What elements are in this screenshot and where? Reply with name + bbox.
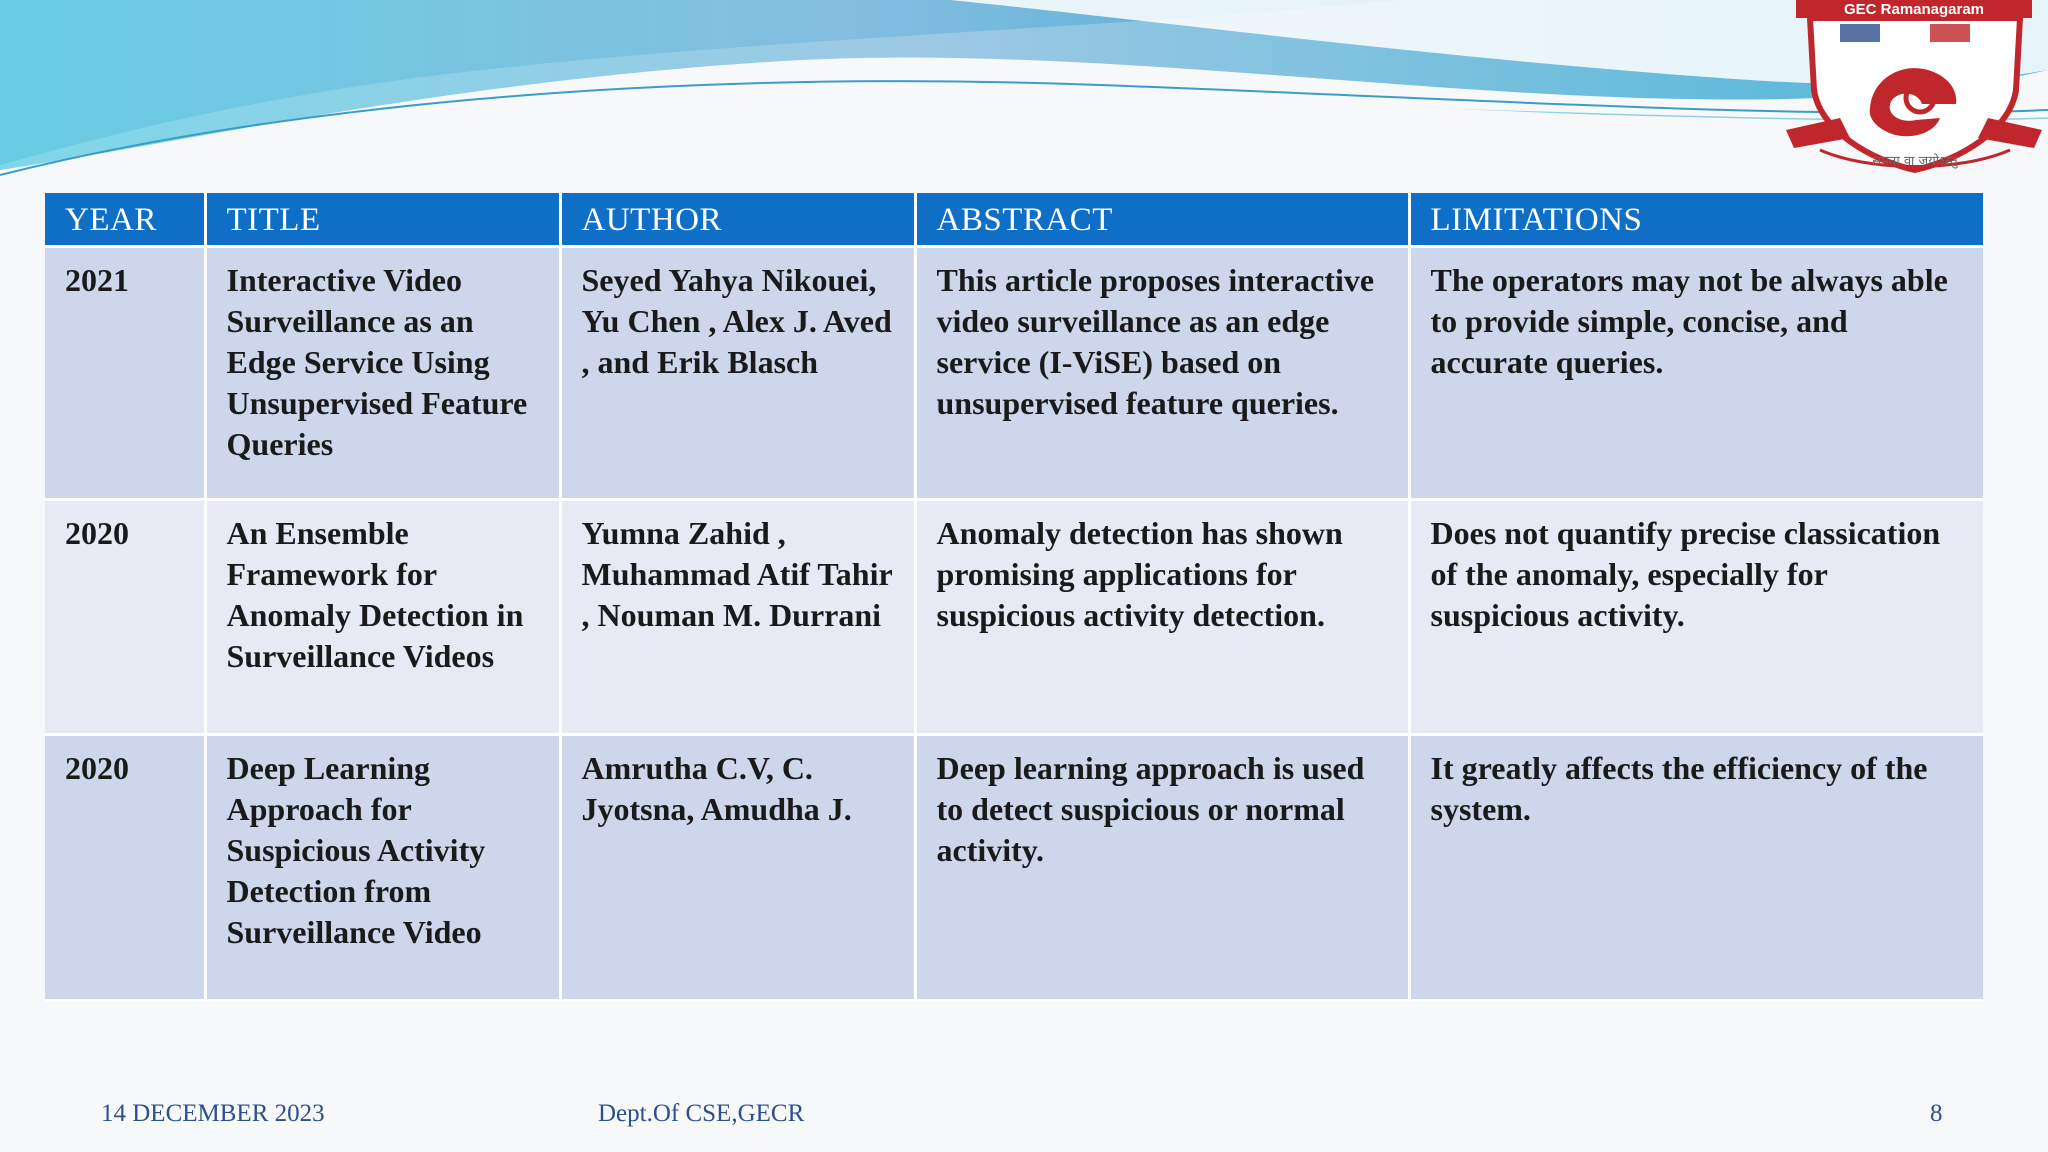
header-year: YEAR [45,193,205,247]
cell-title: Interactive Video Surveillance as an Edge Service Using Unsupervised Feature Queries [205,247,560,500]
cell-title: Deep Learning Approach for Suspicious Activity Detection from Surveillance Video [205,735,560,1001]
cell-limitations: It greatly affects the efficiency of the system. [1409,735,1983,1001]
emblem-title: GEC Ramanagaram [1843,1,1985,18]
cell-year: 2020 [45,735,205,1001]
cell-abstract: Deep learning approach is used to detect suspicious or normal activity. [915,735,1409,1001]
table-header-row [45,193,1983,247]
cell-abstract: This article proposes interactive video surveillance as an edge service (I-ViSE) based on unsupervised feature queries. [915,247,1409,500]
cell-author: Yumna Zahid , Muhammad Atif Tahir , Nouman M. Durrani [560,500,915,735]
cell-abstract: Anomaly detection has shown promising applications for suspicious activity detection. [915,500,1409,735]
cell-year: 2020 [45,500,205,735]
cell-author: Amrutha C.V, C. Jyotsna, Amudha J. [560,735,915,1001]
slide-number: 8 [1930,1100,1943,1127]
header-abstract: ABSTRACT [915,193,1409,247]
footer-department: Dept.Of CSE,GECR [598,1100,805,1127]
cell-limitations: The operators may not be always able to provide simple, concise, and accurate queries. [1409,247,1983,500]
literature-survey-table [45,193,1983,1002]
cell-author: Seyed Yahya Nikouei, Yu Chen , Alex J. Aved , and Erik Blasch [560,247,915,500]
cell-title: An Ensemble Framework for Anomaly Detection in Surveillance Videos [205,500,560,735]
table-row [45,735,1983,1001]
header-author: AUTHOR [560,193,915,247]
table-row [45,247,1983,500]
wave-decoration [0,0,2048,200]
college-emblem-icon [1780,0,2048,180]
table-row [45,500,1983,735]
cell-limitations: Does not quantify precise classication of the anomaly, especially for suspicious activity. [1409,500,1983,735]
emblem-motto: समता वा जयोऽस्तु [1872,154,1958,169]
header-limitations: LIMITATIONS [1409,193,1983,247]
header-title: TITLE [205,193,560,247]
footer-date: 14 DECEMBER 2023 [101,1100,325,1127]
cell-year: 2021 [45,247,205,500]
